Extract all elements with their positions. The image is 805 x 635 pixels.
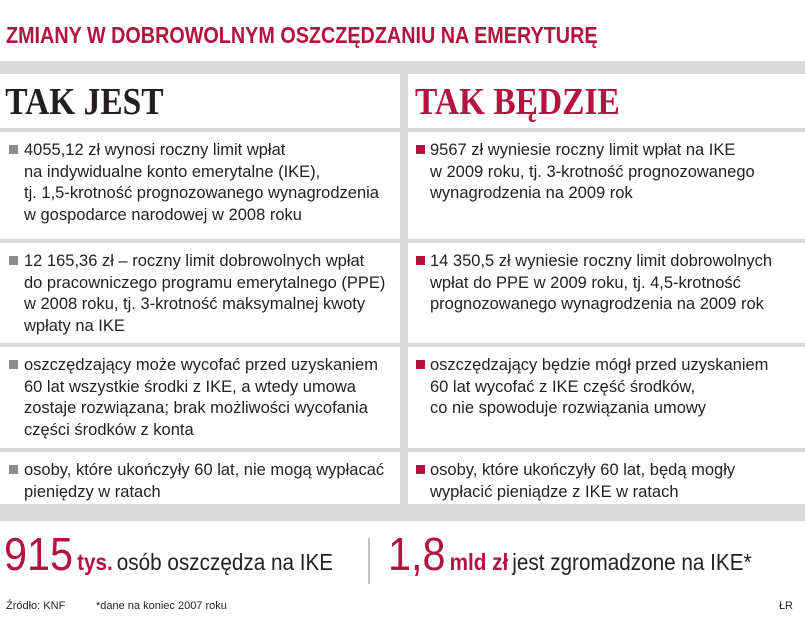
list-item <box>0 128 400 243</box>
column-future <box>408 74 805 501</box>
list-item <box>408 448 805 508</box>
column-heading-future: TAK BĘDZIE <box>415 81 620 123</box>
item-text: 14 350,5 zł wyniesie roczny limit dobrowolnych wpłat do PPE w 2009 roku, tj. 4,5-krotność prognozowanego wynagrodzenia na 2009 rok <box>430 252 773 313</box>
stat-unit: tys. <box>77 549 113 575</box>
item-text: 9567 zł wyniesie roczny limit wpłat na IKE w 2009 roku, tj. 3-krotność prognozowanego wynagrodzenia na 2009 rok <box>430 141 755 202</box>
square-bullet-icon <box>416 360 425 369</box>
square-bullet-icon <box>416 256 425 265</box>
title-divider <box>0 61 805 74</box>
item-text: 4055,12 zł wynosi roczny limit wpłat na indywidualne konto emerytalne (IKE), tj. 1,5-krotność prognozowanego wynagrodzenia w gospodarce narodowej w 2008 roku <box>24 141 379 224</box>
list-item <box>0 343 400 458</box>
author-credit: ŁR <box>778 600 793 612</box>
item-text: oszczędzający może wycofać przed uzyskaniem 60 lat wszystkie środki z IKE, a wtedy umowa zostaje rozwiązana; brak możliwości wycofania części środków z konta <box>24 356 378 439</box>
stat-divider <box>368 538 370 584</box>
item-text: osoby, które ukończyły 60 lat, będą mogły wypłacić pieniądze z IKE w ratach <box>430 461 736 501</box>
item-text: oszczędzający będzie mógł przed uzyskaniem 60 lat wycofać z IKE część środków, co nie spowoduje rozwiązania umowy <box>430 356 769 417</box>
stat-number: 915 <box>4 528 74 580</box>
stat-label: jest zgromadzone na IKE* <box>512 549 752 575</box>
square-bullet-icon <box>9 256 18 265</box>
stat-unit: mld zł <box>449 549 509 575</box>
item-text: 12 165,36 zł – roczny limit dobrowolnych wpłat do pracowniczego programu emerytalnego (PPE) w 2008 roku, tj. 3-krotność maksymalnej kwoty wpłaty na IKE <box>24 252 386 335</box>
stat-label: osób oszczędza na IKE <box>116 549 334 575</box>
stat-assets <box>388 527 752 581</box>
bottom-divider <box>0 504 805 521</box>
list-item <box>408 343 805 458</box>
footnote: *dane na koniec 2007 roku <box>96 600 227 612</box>
stat-savers <box>4 527 333 581</box>
column-current <box>0 74 400 501</box>
square-bullet-icon <box>9 465 18 474</box>
page-title: ZMIANY W DOBROWOLNYM OSZCZĘDZANIU NA EMERYTURĘ <box>6 22 598 48</box>
column-divider <box>400 74 408 504</box>
list-item <box>408 239 805 354</box>
square-bullet-icon <box>9 145 18 154</box>
item-text: osoby, które ukończyły 60 lat, nie mogą wypłacać pieniędzy w ratach <box>24 461 385 501</box>
list-item <box>408 128 805 243</box>
square-bullet-icon <box>9 360 18 369</box>
square-bullet-icon <box>416 145 425 154</box>
square-bullet-icon <box>416 465 425 474</box>
stat-number: 1,8 <box>388 528 446 580</box>
list-item <box>0 239 400 354</box>
list-item <box>0 448 400 508</box>
column-heading-current: TAK JEST <box>5 81 164 123</box>
source-note: Źródło: KNF <box>6 600 66 612</box>
